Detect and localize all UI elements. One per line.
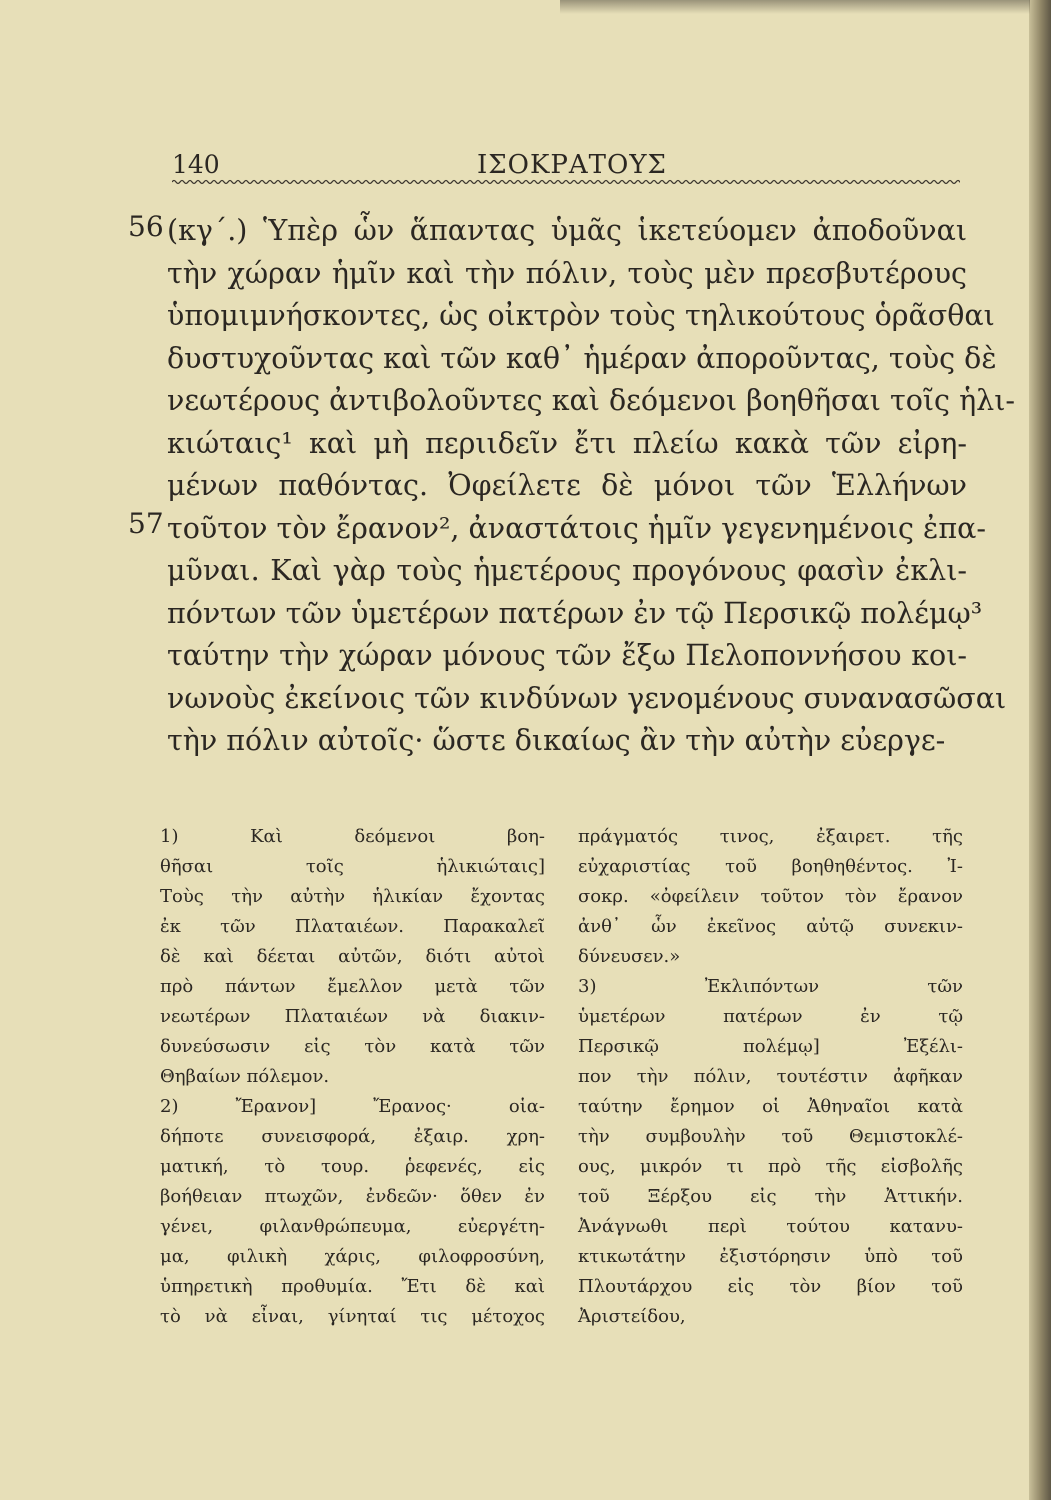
footnote-line: πρὸ πάντων ἔμελλον μετὰ τῶν	[160, 976, 545, 997]
footnote-line: Περσικῷ πολέμῳ] Ἐξέλι-	[578, 1036, 963, 1057]
main-text-line: μῦναι. Καὶ γὰρ τοὺς ἡμετέρους προγόνους φασὶν ἐκλι-	[167, 554, 967, 587]
footnote-line: 1) Καὶ δεόμενοι βοη-	[160, 826, 545, 847]
footnote-line: πράγματός τινος, ἐξαιρετ. τῆς	[578, 826, 963, 847]
footnote-line: 2) Ἔρανον] Ἔρανος· οἱα-	[160, 1096, 545, 1117]
top-edge-shadow	[560, 0, 1030, 14]
footnote-line: τὸ νὰ εἶναι, γίνηταί τις μέτοχος	[160, 1306, 545, 1327]
footnote-line: Ἀνάγνωθι περὶ τούτου κατανυ-	[578, 1216, 963, 1237]
main-text-line: δυστυχοῦντας καὶ τῶν καθ᾽ ἡμέραν ἀποροῦντας, τοὺς δὲ	[167, 341, 997, 375]
footnote-line: γένει, φιλανθρώπευμα, εὐεργέτη-	[160, 1216, 545, 1237]
main-text	[167, 210, 1016, 763]
wavy-header-rule	[172, 178, 960, 186]
footnote-line: ἀνθ᾽ ὧν ἐκεῖνος αὐτῷ συνεκιν-	[578, 916, 963, 937]
footnote-line: Θηβαίων πόλεμον.	[160, 1066, 330, 1087]
footnote-line: 3) Ἐκλιπόντων τῶν	[578, 976, 963, 997]
main-text-line: τοῦτον τὸν ἔρανον², ἀναστάτοις ἡμῖν γεγενημένοις ἐπα-	[167, 511, 986, 545]
section-number-56: 56	[128, 210, 164, 243]
main-text-line: τὴν χώραν ἡμῖν καὶ τὴν πόλιν, τοὺς μὲν πρεσβυτέρους	[167, 256, 967, 290]
footnote-line: ἐκ τῶν Πλαταιέων. Παρακαλεῖ	[160, 916, 545, 937]
footnote-line: βοήθειαν πτωχῶν, ἐνδεῶν· ὅθεν ἐν	[160, 1186, 545, 1207]
main-text-line: τὴν πόλιν αὐτοῖς· ὥστε δικαίως ἂν τὴν αὐτὴν εὐεργε-	[167, 724, 946, 757]
page-number: 140	[172, 150, 220, 179]
footnote-line: πον τὴν πόλιν, τουτέστιν ἀφῆκαν	[578, 1066, 963, 1087]
main-text-line: (κγ΄.) Ὑπὲρ ὧν ἅπαντας ὑμᾶς ἱκετεύομεν ἀποδοῦναι	[167, 214, 967, 247]
footnotes-left-column	[160, 822, 545, 1332]
running-title: ΙΣΟΚΡΑΤΟΥΣ	[477, 150, 667, 180]
main-text-line: νωνοὺς ἐκείνοις τῶν κινδύνων γενομένους συνανασῶσαι	[167, 681, 1007, 715]
footnote-line: Τοὺς τὴν αὐτὴν ἡλικίαν ἔχοντας	[160, 886, 545, 907]
footnote-line: ματική, τὸ τουρ. ῥεφενές, εἰς	[160, 1156, 545, 1177]
footnote-line: δύνευσεν.»	[578, 946, 681, 967]
footnote-line: μα, φιλικὴ χάρις, φιλοφροσύνη,	[160, 1246, 545, 1267]
footnote-line: τοῦ Ξέρξου εἰς τὴν Ἀττικήν.	[578, 1186, 963, 1207]
section-number-57: 57	[128, 507, 164, 540]
footnote-line: τὴν συμβουλὴν τοῦ Θεμιστοκλέ-	[578, 1126, 963, 1147]
main-text-line: νεωτέρους ἀντιβολοῦντες καὶ δεόμενοι βοηθῆσαι τοῖς ἡλι-	[167, 384, 1016, 417]
main-text-line: κιώταις¹ καὶ μὴ περιιδεῖν ἔτι πλείω κακὰ τῶν εἰρη-	[167, 426, 967, 460]
footnote-line: ταύτην ἔρημον οἱ Ἀθηναῖοι κατὰ	[578, 1096, 963, 1117]
footnote-line: Ἀριστείδου,	[578, 1306, 686, 1327]
footnotes-right-column	[578, 822, 963, 1332]
main-text-line: ὑπομιμνήσκοντες, ὡς οἰκτρὸν τοὺς τηλικούτους ὁρᾶσθαι	[167, 299, 995, 332]
footnote-line: κτικωτάτην ἐξιστόρησιν ὑπὸ τοῦ	[578, 1246, 963, 1267]
main-text-line: ταύτην τὴν χώραν μόνους τῶν ἔξω Πελοποννήσου κοι-	[167, 639, 967, 672]
footnote-line: ὑμετέρων πατέρων ἐν τῷ	[578, 1006, 963, 1027]
footnote-line: εὐχαριστίας τοῦ βοηθηθέντος. Ἰ-	[578, 856, 963, 877]
page-edge-shadow	[1029, 0, 1051, 1500]
footnote-line: ους, μικρόν τι πρὸ τῆς εἰσβολῆς	[578, 1156, 963, 1177]
footnote-line: Πλουτάρχου εἰς τὸν βίον τοῦ	[578, 1276, 963, 1297]
footnote-line: δυνεύσωσιν εἰς τὸν κατὰ τῶν	[160, 1036, 545, 1057]
footnote-line: ὑπηρετικὴ προθυμία. Ἔτι δὲ καὶ	[160, 1276, 545, 1297]
main-text-line: πόντων τῶν ὑμετέρων πατέρων ἐν τῷ Περσικῷ πολέμῳ³	[167, 596, 983, 630]
main-text-line: μένων παθόντας. Ὀφείλετε δὲ μόνοι τῶν Ἑλλήνων	[167, 469, 967, 502]
footnote-line: θῆσαι τοῖς ἡλικιώταις]	[160, 856, 545, 877]
footnote-line: νεωτέρων Πλαταιέων νὰ διακιν-	[160, 1006, 545, 1027]
footnote-line: σοκρ. «ὀφείλειν τοῦτον τὸν ἔρανον	[578, 886, 963, 907]
footnote-line: δήποτε συνεισφορά, ἐξαιρ. χρη-	[160, 1126, 545, 1147]
footnote-line: δὲ καὶ δέεται αὐτῶν, διότι αὐτοὶ	[160, 946, 545, 967]
